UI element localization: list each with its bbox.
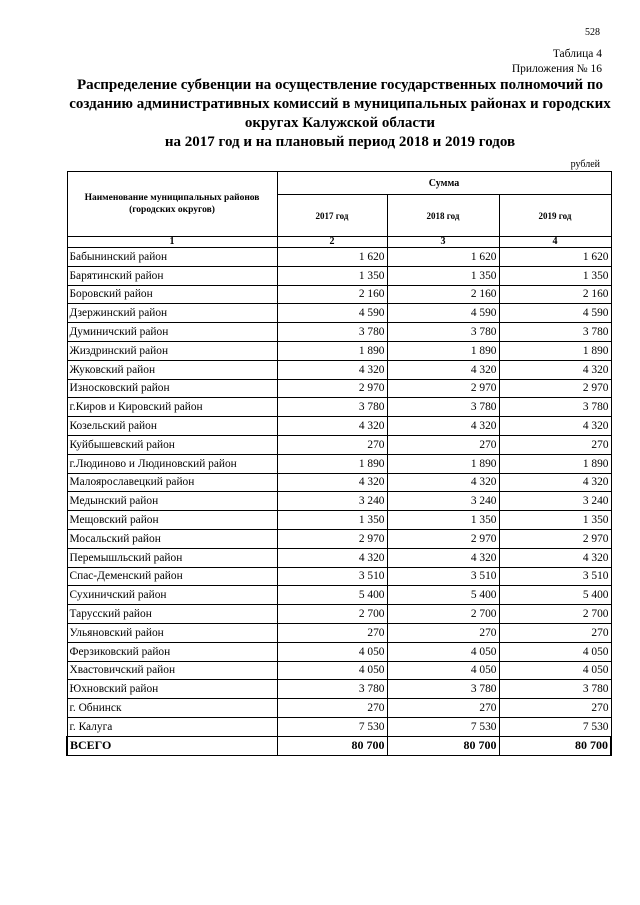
district-name-cell: Дзержинский район — [67, 304, 277, 323]
table-row — [67, 529, 611, 548]
amount-2017-cell: 4 050 — [277, 661, 387, 680]
amount-2018-cell: 7 530 — [387, 717, 499, 736]
amount-2019-cell: 2 700 — [499, 605, 611, 624]
table-row — [67, 360, 611, 379]
amount-2017-cell: 3 780 — [277, 680, 387, 699]
header-year-2019: 2019 год — [499, 195, 611, 237]
total-label: ВСЕГО — [67, 736, 277, 755]
amount-2017-cell: 270 — [277, 699, 387, 718]
amount-2018-cell: 4 320 — [387, 360, 499, 379]
header-year-2017: 2017 год — [277, 195, 387, 237]
district-name-cell: Износковский район — [67, 379, 277, 398]
amount-2019-cell: 1 620 — [499, 248, 611, 267]
district-name-cell: Малоярославецкий район — [67, 473, 277, 492]
amount-2019-cell: 1 890 — [499, 341, 611, 360]
table-row — [67, 492, 611, 511]
amount-2019-cell: 270 — [499, 623, 611, 642]
annex-table-label: Таблица 4 — [552, 48, 602, 60]
amount-2018-cell: 2 970 — [387, 379, 499, 398]
amount-2018-cell: 270 — [387, 699, 499, 718]
table-row — [67, 680, 611, 699]
amount-2017-cell: 1 890 — [277, 341, 387, 360]
district-name-cell: Боровский район — [67, 285, 277, 304]
header-sum: Сумма — [277, 172, 611, 195]
table-row — [67, 642, 611, 661]
amount-2018-cell: 4 050 — [387, 642, 499, 661]
total-row — [67, 736, 611, 755]
amount-2017-cell: 4 320 — [277, 417, 387, 436]
amount-2017-cell: 1 350 — [277, 266, 387, 285]
total-2017: 80 700 — [277, 736, 387, 755]
header-district-name: Наименование муниципальных районов (городских округов) — [67, 172, 277, 237]
amount-2017-cell: 4 320 — [277, 548, 387, 567]
table-row — [67, 248, 611, 267]
district-name-cell: г.Людиново и Людиновский район — [67, 454, 277, 473]
amount-2018-cell: 3 780 — [387, 680, 499, 699]
amount-2018-cell: 4 320 — [387, 417, 499, 436]
district-name-cell: Думиничский район — [67, 323, 277, 342]
table-row — [67, 304, 611, 323]
document-title — [60, 76, 620, 152]
amount-2017-cell: 5 400 — [277, 586, 387, 605]
table-row — [67, 586, 611, 605]
table-body — [67, 248, 611, 756]
district-name-cell: Сухиничский район — [67, 586, 277, 605]
amount-2017-cell: 3 510 — [277, 567, 387, 586]
table-row — [67, 285, 611, 304]
table-row — [67, 548, 611, 567]
district-name-cell: Куйбышевский район — [67, 435, 277, 454]
column-number-2: 2 — [277, 237, 387, 248]
amount-2017-cell: 2 970 — [277, 379, 387, 398]
district-name-cell: г.Киров и Кировский район — [67, 398, 277, 417]
table-row — [67, 398, 611, 417]
title-line-1: Распределение субвенции на осуществление государственных полномочий по — [76, 77, 604, 93]
title-line-4: на 2017 год и на плановый период 2018 и 2019 годов — [164, 134, 516, 150]
amount-2017-cell: 270 — [277, 623, 387, 642]
amount-2017-cell: 4 320 — [277, 360, 387, 379]
table-row — [67, 567, 611, 586]
amount-2019-cell: 4 320 — [499, 360, 611, 379]
table-row — [67, 623, 611, 642]
page-number: 528 — [585, 27, 600, 38]
amount-2017-cell: 1 350 — [277, 511, 387, 530]
amount-2019-cell: 3 240 — [499, 492, 611, 511]
district-name-cell: Юхновский район — [67, 680, 277, 699]
amount-2017-cell: 1 620 — [277, 248, 387, 267]
amount-2018-cell: 270 — [387, 435, 499, 454]
district-name-cell: Ульяновский район — [67, 623, 277, 642]
table-row — [67, 266, 611, 285]
amount-2017-cell: 2 970 — [277, 529, 387, 548]
table-row — [67, 473, 611, 492]
column-number-3: 3 — [387, 237, 499, 248]
amount-2018-cell: 3 240 — [387, 492, 499, 511]
amount-2017-cell: 3 780 — [277, 323, 387, 342]
district-name-cell: Ферзиковский район — [67, 642, 277, 661]
amount-2019-cell: 270 — [499, 435, 611, 454]
amount-2018-cell: 4 320 — [387, 473, 499, 492]
title-line-3: округах Калужской области — [244, 115, 436, 131]
table-row — [67, 323, 611, 342]
column-number-1: 1 — [67, 237, 277, 248]
amount-2019-cell: 3 780 — [499, 398, 611, 417]
amount-2019-cell: 4 050 — [499, 661, 611, 680]
table-row — [67, 605, 611, 624]
amount-2018-cell: 4 320 — [387, 548, 499, 567]
amount-2018-cell: 1 890 — [387, 454, 499, 473]
table-row — [67, 379, 611, 398]
amount-2019-cell: 4 590 — [499, 304, 611, 323]
total-2019: 80 700 — [499, 736, 611, 755]
amount-2019-cell: 3 780 — [499, 680, 611, 699]
table-row — [67, 661, 611, 680]
total-2018: 80 700 — [387, 736, 499, 755]
table-row — [67, 717, 611, 736]
amount-2019-cell: 3 780 — [499, 323, 611, 342]
amount-2017-cell: 7 530 — [277, 717, 387, 736]
amount-2019-cell: 2 970 — [499, 379, 611, 398]
annex-reference — [440, 47, 602, 77]
amount-2018-cell: 270 — [387, 623, 499, 642]
district-name-cell: г. Обнинск — [67, 699, 277, 718]
amount-2017-cell: 3 780 — [277, 398, 387, 417]
amount-2019-cell: 4 320 — [499, 473, 611, 492]
amount-2019-cell: 270 — [499, 699, 611, 718]
district-name-cell: Мещовский район — [67, 511, 277, 530]
district-name-cell: Бабынинский район — [67, 248, 277, 267]
currency-unit: рублей — [570, 159, 600, 170]
district-name-cell: Спас-Деменский район — [67, 567, 277, 586]
amount-2019-cell: 3 510 — [499, 567, 611, 586]
column-number-4: 4 — [499, 237, 611, 248]
amount-2019-cell: 1 890 — [499, 454, 611, 473]
amount-2018-cell: 1 890 — [387, 341, 499, 360]
amount-2018-cell: 1 350 — [387, 266, 499, 285]
amount-2018-cell: 2 160 — [387, 285, 499, 304]
amount-2019-cell: 4 320 — [499, 417, 611, 436]
district-name-cell: Жуковский район — [67, 360, 277, 379]
amount-2017-cell: 4 320 — [277, 473, 387, 492]
table-row — [67, 341, 611, 360]
district-name-cell: Медынский район — [67, 492, 277, 511]
district-name-cell: Козельский район — [67, 417, 277, 436]
amount-2017-cell: 2 700 — [277, 605, 387, 624]
amount-2018-cell: 3 510 — [387, 567, 499, 586]
table-row — [67, 699, 611, 718]
amount-2018-cell: 3 780 — [387, 323, 499, 342]
amount-2018-cell: 4 590 — [387, 304, 499, 323]
title-line-2: созданию административных комиссий в муниципальных районах и городских — [69, 96, 611, 112]
subvention-table — [66, 171, 612, 756]
amount-2019-cell: 7 530 — [499, 717, 611, 736]
table-row — [67, 417, 611, 436]
amount-2018-cell: 2 700 — [387, 605, 499, 624]
table-row — [67, 435, 611, 454]
amount-2019-cell: 2 970 — [499, 529, 611, 548]
amount-2019-cell: 5 400 — [499, 586, 611, 605]
amount-2017-cell: 1 890 — [277, 454, 387, 473]
table-row — [67, 454, 611, 473]
amount-2018-cell: 3 780 — [387, 398, 499, 417]
district-name-cell: Жиздринский район — [67, 341, 277, 360]
amount-2017-cell: 270 — [277, 435, 387, 454]
amount-2018-cell: 4 050 — [387, 661, 499, 680]
district-name-cell: Перемышльский район — [67, 548, 277, 567]
amount-2018-cell: 2 970 — [387, 529, 499, 548]
amount-2019-cell: 1 350 — [499, 511, 611, 530]
district-name-cell: г. Калуга — [67, 717, 277, 736]
district-name-cell: Тарусский район — [67, 605, 277, 624]
amount-2018-cell: 1 350 — [387, 511, 499, 530]
amount-2017-cell: 2 160 — [277, 285, 387, 304]
amount-2019-cell: 4 320 — [499, 548, 611, 567]
district-name-cell: Хвастовичский район — [67, 661, 277, 680]
annex-appendix-label: Приложения № 16 — [511, 63, 602, 75]
amount-2019-cell: 1 350 — [499, 266, 611, 285]
header-year-2018: 2018 год — [387, 195, 499, 237]
district-name-cell: Барятинский район — [67, 266, 277, 285]
district-name-cell: Мосальский район — [67, 529, 277, 548]
amount-2017-cell: 4 050 — [277, 642, 387, 661]
amount-2017-cell: 3 240 — [277, 492, 387, 511]
amount-2019-cell: 2 160 — [499, 285, 611, 304]
amount-2018-cell: 5 400 — [387, 586, 499, 605]
amount-2019-cell: 4 050 — [499, 642, 611, 661]
table-row — [67, 511, 611, 530]
amount-2018-cell: 1 620 — [387, 248, 499, 267]
amount-2017-cell: 4 590 — [277, 304, 387, 323]
